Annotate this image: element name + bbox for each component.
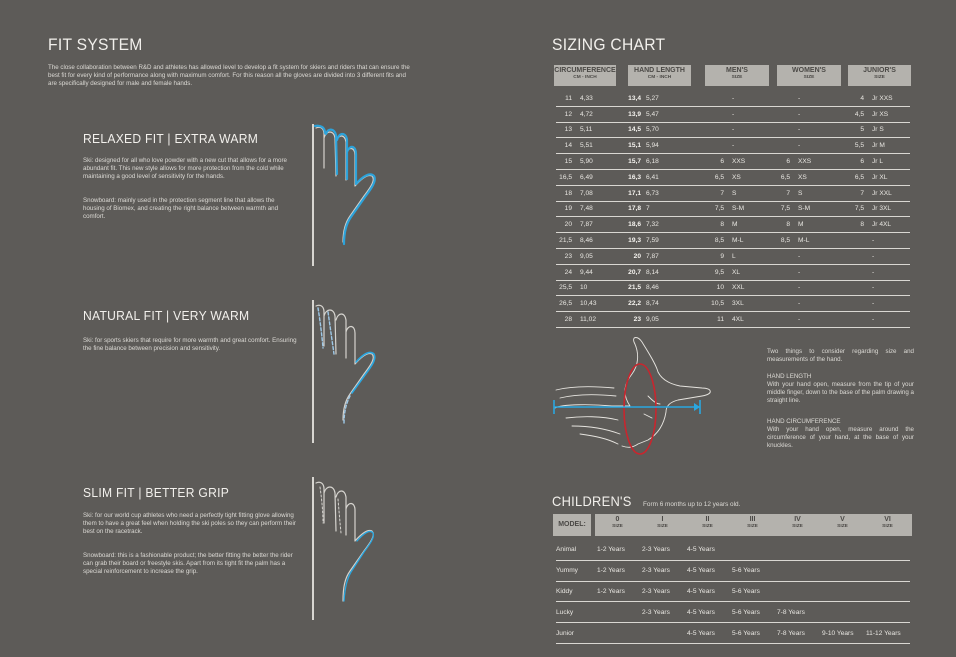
sizing-cell: 21,5 (612, 280, 646, 296)
children-age-cell: 5-6 Years (732, 560, 777, 581)
sizing-cell: 5 (832, 122, 870, 138)
sizing-cell (768, 106, 798, 122)
sizing-cell: 23 (612, 312, 646, 328)
children-row (556, 602, 910, 623)
sizing-cell: Jr M (870, 138, 910, 154)
sizing-cell: 17,1 (612, 185, 646, 201)
children-row (556, 560, 910, 581)
sizing-cell: 20 (612, 248, 646, 264)
sizing-cell: 14,5 (612, 122, 646, 138)
children-age-cell (597, 623, 642, 644)
size-1-header: I SIZE (657, 516, 668, 529)
sizing-cell: 6 (686, 154, 732, 170)
circumference-guide (624, 364, 656, 454)
sizing-cell: 16,5 (556, 169, 580, 185)
sizing-cell: Jr XXL (870, 185, 910, 201)
sizing-cell: L (732, 248, 768, 264)
sizing-cell: - (798, 138, 832, 154)
sizing-cell: 8,5 (686, 233, 732, 249)
measure-intro: Two things to consider regarding size and measurements of the hand. (767, 348, 914, 363)
circumference-header-unit: CM - INCH (573, 75, 597, 80)
sizing-cell (832, 280, 870, 296)
sizing-cell: - (870, 312, 910, 328)
sizing-cell (832, 296, 870, 312)
sizing-cell: Jr 4XL (870, 217, 910, 233)
sizing-cell (832, 264, 870, 280)
children-age-cell: 1-2 Years (597, 560, 642, 581)
sizing-cell: 7,87 (580, 217, 612, 233)
sizing-cell: 6,5 (832, 169, 870, 185)
relaxed-fit-ski-text: Ski: designed for all who love powder with a new cut that allows for a more abundant fit. This new style allows for more protection from the cold while maintaining a good level of sensitivity for the hands. (83, 157, 287, 180)
sizing-cell: 6 (768, 154, 798, 170)
children-age-cell (777, 540, 822, 560)
sizing-cell (686, 138, 732, 154)
sizing-cell (832, 233, 870, 249)
mens-header-label: MEN'S (726, 67, 748, 74)
sizing-cell: 4 (832, 91, 870, 106)
mens-header (705, 65, 769, 86)
sizing-cell: 11 (686, 312, 732, 328)
sizing-cell: XL (732, 264, 768, 280)
sizing-cell: S-M (798, 201, 832, 217)
sizing-cell: 8,74 (646, 296, 686, 312)
sizing-row (556, 280, 910, 296)
sizing-cell: 21,5 (556, 233, 580, 249)
children-age-cell (822, 560, 866, 581)
children-model-cell: Junior (556, 623, 597, 644)
sizing-row (556, 233, 910, 249)
sizing-cell: 12 (556, 106, 580, 122)
sizing-cell: XS (732, 169, 768, 185)
sizing-cell (686, 91, 732, 106)
children-model-cell: Animal (556, 540, 597, 560)
sizing-cell (768, 296, 798, 312)
children-age-cell (866, 560, 910, 581)
sizing-cell: 6,18 (646, 154, 686, 170)
children-age-cell: 4-5 Years (687, 581, 732, 602)
sizing-cell: - (798, 122, 832, 138)
sizing-cell: - (732, 106, 768, 122)
sizing-cell: 6,73 (646, 185, 686, 201)
slim-fit-hand-icon (314, 477, 386, 617)
sizing-cell: - (798, 312, 832, 328)
children-age-cell: 5-6 Years (732, 581, 777, 602)
sizing-row (556, 201, 910, 217)
sizing-cell: - (870, 296, 910, 312)
sizing-cell: 7,5 (768, 201, 798, 217)
sizing-cell: 15,1 (612, 138, 646, 154)
sizing-cell: M (798, 217, 832, 233)
children-age-cell: 11-12 Years (866, 623, 910, 644)
sizing-cell: M (732, 217, 768, 233)
sizing-cell (686, 122, 732, 138)
sizing-cell (768, 122, 798, 138)
sizing-cell: 19,3 (612, 233, 646, 249)
sizing-cell: 7,59 (646, 233, 686, 249)
sizing-cell: 13,4 (612, 91, 646, 106)
sizing-cell: 10 (686, 280, 732, 296)
sizing-row (556, 169, 910, 185)
sizing-cell: 24 (556, 264, 580, 280)
children-age-cell: 9-10 Years (822, 623, 866, 644)
sizing-cell: 7 (686, 185, 732, 201)
children-age-cell: 4-5 Years (687, 602, 732, 623)
juniors-header-unit: SIZE (874, 75, 885, 80)
sizing-cell: Jr 3XL (870, 201, 910, 217)
sizing-cell: 5,27 (646, 91, 686, 106)
size-3-header: III SIZE (747, 516, 758, 529)
childrens-heading (552, 493, 740, 511)
sizing-cell: 9,44 (580, 264, 612, 280)
sizing-cell: 4,5 (832, 106, 870, 122)
sizing-cell: S (798, 185, 832, 201)
womens-header-unit: SIZE (803, 75, 815, 80)
children-age-cell: 4-5 Years (687, 560, 732, 581)
hand-length-header-unit: CM - INCH (647, 75, 672, 80)
sizing-cell: 23 (556, 248, 580, 264)
sizing-cell: S-M (732, 201, 768, 217)
sizing-cell: 8 (768, 217, 798, 233)
slim-fit-snowboard-text: Snowboard: this is a fashionable product; the better fitting the better the rider can grab their board or freestyle skis. Apart from its tight fit the palm has a special reinforcement to increase the grip. (83, 552, 293, 575)
sizing-cell: 6,41 (646, 169, 686, 185)
sizing-row (556, 185, 910, 201)
juniors-header-label: JUNIOR'S (863, 67, 896, 74)
sizing-cell: 26,5 (556, 296, 580, 312)
sizing-cell: XXL (732, 280, 768, 296)
sizing-cell: XXS (798, 154, 832, 170)
sizing-cell (768, 138, 798, 154)
womens-header-label: WOMEN'S (792, 67, 826, 74)
sizing-cell: 15,7 (612, 154, 646, 170)
sizing-cell: 7,5 (686, 201, 732, 217)
sizing-cell: 8 (832, 217, 870, 233)
sizing-cell: 7,32 (646, 217, 686, 233)
children-age-cell (822, 602, 866, 623)
childrens-title: CHILDREN'S (552, 493, 632, 509)
sizing-cell: S (732, 185, 768, 201)
sizing-cell: 16,3 (612, 169, 646, 185)
sizing-cell: 5,11 (580, 122, 612, 138)
sizing-cell: 5,94 (646, 138, 686, 154)
children-age-cell (822, 581, 866, 602)
natural-fit-ski-text: Ski: for sports skiers that require for more warmth and great comfort. Ensuring the fine balance between precision and sensitivity. (83, 337, 297, 352)
sizing-cell: XS (798, 169, 832, 185)
sizing-cell: 7,5 (832, 201, 870, 217)
sizing-cell: - (798, 280, 832, 296)
fit-system-intro: The close collaboration between R&D and athletes has allowed level to develop a fit system for skiers and riders that can ensure the best fit for every kind of performance along with maximum comfort. For this reason all the gloves are divided into 3 different fits and are specifically designed for male and female hands. (48, 64, 410, 87)
sizing-cell: - (732, 91, 768, 106)
sizing-cell: 5,70 (646, 122, 686, 138)
size-2-header: II SIZE (702, 516, 713, 529)
sizing-row (556, 154, 910, 170)
sizing-cell: 8,14 (646, 264, 686, 280)
sizing-row (556, 217, 910, 233)
children-age-cell: 7-8 Years (777, 602, 822, 623)
relaxed-fit-title: RELAXED FIT | EXTRA WARM (83, 131, 259, 146)
children-age-cell (822, 540, 866, 560)
children-age-cell: 2-3 Years (642, 540, 687, 560)
hand-length-header-label: HAND LENGTH (634, 67, 685, 74)
sizing-cell: 6,5 (768, 169, 798, 185)
relaxed-fit-hand-icon (314, 124, 386, 260)
circumference-header-label: CIRCUMFERENCE (554, 67, 616, 74)
relaxed-fit-snowboard-text: Snowboard: mainly used in the protection segment line that allows the housing of Biomex, and creating the right balance between warmth and comfort. (83, 197, 279, 220)
sizing-cell: 10,5 (686, 296, 732, 312)
sizing-cell: Jr XL (870, 169, 910, 185)
children-row (556, 581, 910, 602)
sizing-row (556, 248, 910, 264)
model-header (553, 514, 591, 536)
sizing-table (556, 91, 910, 328)
hand-circumference-text: With your hand open, measure around the circumference of your hand, at the base of your knuckles. (767, 426, 914, 449)
sizing-cell: - (870, 233, 910, 249)
children-age-cell: 2-3 Years (642, 581, 687, 602)
sizing-cell (768, 264, 798, 280)
children-age-cell: 2-3 Years (642, 560, 687, 581)
sizing-row (556, 296, 910, 312)
sizing-cell: 19 (556, 201, 580, 217)
sizing-cell: 3XL (732, 296, 768, 312)
sizing-cell: 6,5 (686, 169, 732, 185)
children-age-cell (866, 581, 910, 602)
sizing-row (556, 91, 910, 106)
sizing-cell (768, 312, 798, 328)
hand-length-text: With your hand open, measure from the tip of your middle finger, down to the base of the palm drawing a straight line. (767, 381, 914, 404)
sizing-cell: 9,05 (580, 248, 612, 264)
sizing-cell: 8,46 (646, 280, 686, 296)
sizing-cell: 7 (832, 185, 870, 201)
children-age-cell: 7-8 Years (777, 623, 822, 644)
sizing-cell (768, 248, 798, 264)
hand-length-title: HAND LENGTH (767, 373, 812, 380)
sizing-cell (686, 106, 732, 122)
mens-header-unit: SIZE (731, 75, 743, 80)
children-size-header (595, 514, 912, 536)
sizing-cell: 10 (580, 280, 612, 296)
sizing-cell: 8,46 (580, 233, 612, 249)
sizing-cell: - (732, 138, 768, 154)
sizing-cell: - (870, 248, 910, 264)
children-row (556, 540, 910, 560)
sizing-cell: - (870, 280, 910, 296)
sizing-cell: 7,48 (580, 201, 612, 217)
sizing-row (556, 122, 910, 138)
sizing-cell: Jr XXS (870, 91, 910, 106)
sizing-cell: 4,33 (580, 91, 612, 106)
sizing-cell: - (798, 264, 832, 280)
sizing-cell: Jr XS (870, 106, 910, 122)
sizing-cell: - (732, 122, 768, 138)
children-age-cell (777, 581, 822, 602)
childrens-subtitle: Form 6 months up to 12 years old. (643, 501, 741, 508)
hand-measure-illustration (552, 334, 757, 456)
sizing-row (556, 138, 910, 154)
sizing-row (556, 264, 910, 280)
sizing-cell: 11,02 (580, 312, 612, 328)
sizing-cell (832, 248, 870, 264)
sizing-cell: 20,7 (612, 264, 646, 280)
sizing-cell: 4XL (732, 312, 768, 328)
sizing-cell: 10,43 (580, 296, 612, 312)
sizing-cell: 9,5 (686, 264, 732, 280)
sizing-cell: - (798, 106, 832, 122)
children-model-cell: Yummy (556, 560, 597, 581)
sizing-cell: 25,5 (556, 280, 580, 296)
children-age-cell (732, 540, 777, 560)
sizing-cell: 5,90 (580, 154, 612, 170)
sizing-cell: 18 (556, 185, 580, 201)
model-header-label: MODEL: (558, 521, 586, 528)
sizing-cell: 6,49 (580, 169, 612, 185)
children-model-cell: Lucky (556, 602, 597, 623)
sizing-chart-title: SIZING CHART (552, 35, 666, 54)
arrow-icon (694, 403, 700, 411)
sizing-cell: 11 (556, 91, 580, 106)
sizing-cell: 17,8 (612, 201, 646, 217)
sizing-cell: - (798, 91, 832, 106)
children-age-cell: 4-5 Years (687, 623, 732, 644)
natural-fit-hand-icon (314, 300, 386, 440)
sizing-cell: 6 (832, 154, 870, 170)
size-0-header: 0 SIZE (612, 516, 623, 529)
sizing-cell: 28 (556, 312, 580, 328)
slim-fit-ski-text: Ski: for our world cup athletes who need a perfectly tight fitting glove allowing them to have a great feel when holding the ski poles so they can perform their best on the racetrack. (83, 512, 296, 535)
sizing-cell (768, 280, 798, 296)
sizing-cell: 22,2 (612, 296, 646, 312)
sizing-cell: 4,72 (580, 106, 612, 122)
sizing-cell: 13,9 (612, 106, 646, 122)
children-age-cell (866, 602, 910, 623)
size-6-header: VI SIZE (882, 516, 893, 529)
children-age-cell: 5-6 Years (732, 623, 777, 644)
slim-fit-title: SLIM FIT | BETTER GRIP (83, 485, 230, 500)
sizing-cell: 20 (556, 217, 580, 233)
children-age-cell: 1-2 Years (597, 581, 642, 602)
sizing-cell: M-L (798, 233, 832, 249)
children-age-cell (866, 540, 910, 560)
sizing-cell: 9 (686, 248, 732, 264)
sizing-cell: - (798, 248, 832, 264)
sizing-cell: 7,87 (646, 248, 686, 264)
hand-length-header (628, 65, 691, 86)
sizing-cell: 14 (556, 138, 580, 154)
sizing-cell: 7 (768, 185, 798, 201)
childrens-table (556, 540, 910, 644)
children-model-cell: Kiddy (556, 581, 597, 602)
children-age-cell: 1-2 Years (597, 540, 642, 560)
sizing-cell: 8 (686, 217, 732, 233)
hand-circumference-title: HAND CIRCUMFERENCE (767, 418, 841, 425)
size-4-header: IV SIZE (792, 516, 803, 529)
fit-system-title: FIT SYSTEM (48, 35, 143, 54)
sizing-cell: 7,08 (580, 185, 612, 201)
sizing-cell (832, 312, 870, 328)
sizing-cell: Jr L (870, 154, 910, 170)
sizing-cell: - (870, 264, 910, 280)
sizing-cell: 7 (646, 201, 686, 217)
natural-fit-title: NATURAL FIT | VERY WARM (83, 308, 250, 323)
children-age-cell (777, 560, 822, 581)
children-age-cell (642, 623, 687, 644)
children-age-cell: 2-3 Years (642, 602, 687, 623)
sizing-cell: 15 (556, 154, 580, 170)
children-age-cell (597, 602, 642, 623)
sizing-cell: XXS (732, 154, 768, 170)
sizing-cell: 13 (556, 122, 580, 138)
sizing-cell: Jr S (870, 122, 910, 138)
womens-header (777, 65, 841, 86)
sizing-cell: 8,5 (768, 233, 798, 249)
children-age-cell: 4-5 Years (687, 540, 732, 560)
sizing-cell: 5,51 (580, 138, 612, 154)
sizing-cell: 9,05 (646, 312, 686, 328)
sizing-cell (768, 91, 798, 106)
sizing-cell: 18,6 (612, 217, 646, 233)
juniors-header (848, 65, 911, 86)
sizing-cell: M-L (732, 233, 768, 249)
sizing-row (556, 312, 910, 328)
size-5-header: V SIZE (837, 516, 848, 529)
sizing-row (556, 106, 910, 122)
circumference-header (554, 65, 616, 86)
sizing-cell: - (798, 296, 832, 312)
children-row (556, 623, 910, 644)
children-age-cell: 5-6 Years (732, 602, 777, 623)
sizing-cell: 5,5 (832, 138, 870, 154)
sizing-cell: 5,47 (646, 106, 686, 122)
